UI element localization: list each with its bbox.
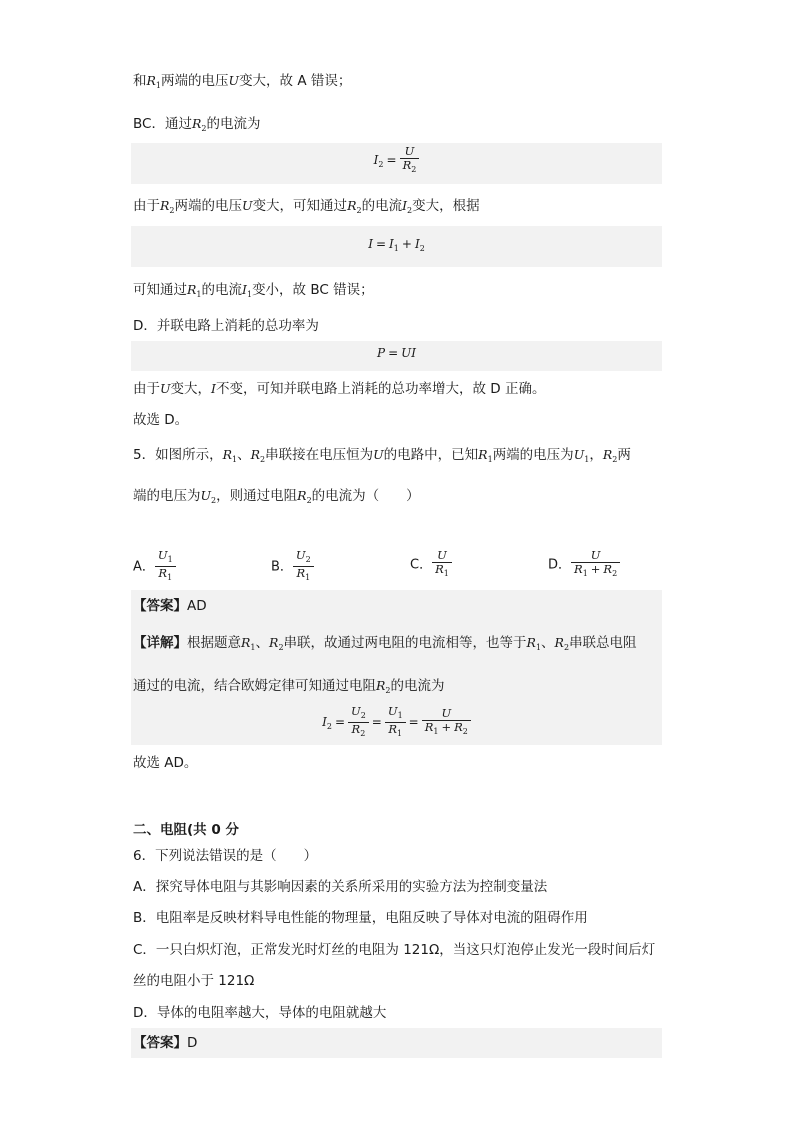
- var-R1: $R_1$: [146, 73, 162, 90]
- option-b: B． $\frac{U_2}{R_1}$: [271, 549, 314, 584]
- q6-option-d: D．导体的电阻率越大，导体的电阻就越大: [133, 1005, 387, 1021]
- equation-sum: $I = I_1 + I_2$: [368, 237, 425, 253]
- equation-power: P = UI: [377, 346, 416, 360]
- q6-option-a: A．探究导体电阻与其影响因素的关系所采用的实验方法为控制变量法: [133, 879, 548, 895]
- select-5: 故选 AD。: [133, 755, 198, 771]
- text-line: 可知通过$R_1$的电流$I_1$变小，故 BC 错误；: [133, 282, 374, 299]
- option-c: C． $\frac{U}{R_1}$: [410, 549, 452, 580]
- text-line: 由于$R_2$两端的电压U变大，可知通过$R_2$的电流$I_2$变大，根据: [133, 198, 480, 215]
- answer-5: 【答案】AD: [133, 598, 207, 614]
- text-line: 和$R_1$两端的电压U变大，故 A 错误；: [133, 73, 352, 90]
- equation-detail: $I_2$ = $\frac{U_2}{R_2}$ = $\frac{U_1}{R_1}$ = $\frac{U}{R_1 + R_2}$: [131, 705, 662, 740]
- text-line: D．并联电路上消耗的总功率为: [133, 318, 319, 334]
- q6-option-c-line1: C．一只白炽灯泡，正常发光时灯丝的电阻为 121Ω，当这只灯泡停止发光一段时间后灯: [133, 942, 656, 958]
- question-6: 6．下列说法错误的是（ ）: [133, 848, 318, 864]
- text-line: 故选 D。: [133, 412, 189, 428]
- section-heading: 二、电阻(共 0 分: [133, 822, 239, 838]
- var-U: U: [228, 73, 240, 88]
- question-5-line1: 5．如图所示，$R_1$、$R_2$串联接在电压恒为U的电路中，已知$R_1$两端的电压为$U_1$，$R_2$两: [133, 447, 631, 464]
- text-line: 由于U变大，I不变，可知并联电路上消耗的总功率增大，故 D 正确。: [133, 381, 546, 397]
- detail-line2: 通过的电流，结合欧姆定律可知通过电阻$R_2$的电流为: [133, 678, 445, 695]
- equation-i2: $I_2$ = $\frac{U}{R_2}$: [131, 145, 662, 176]
- var-R2: $R_2$: [191, 116, 207, 133]
- q6-option-b: B．电阻率是反映材料导电性能的物理量，电阻反映了导体对电流的阻碍作用: [133, 910, 588, 926]
- question-5-line2: 端的电压为$U_2$，则通过电阻$R_2$的电流为（ ）: [133, 488, 420, 505]
- detail-line1: 【详解】根据题意$R_1$、$R_2$串联，故通过两电阻的电流相等，也等于$R_1$、$R_2$串联总电阻: [133, 635, 637, 652]
- answer-6: 【答案】D: [133, 1035, 198, 1051]
- q6-option-c-line2: 丝的电阻小于 121Ω: [133, 973, 255, 989]
- text-line: BC．通过$R_2$的电流为: [133, 116, 261, 133]
- answer-block: [131, 1028, 662, 1058]
- option-a: A． $\frac{U_1}{R_1}$: [133, 549, 176, 584]
- option-d: D． $\frac{U}{R_1 + R_2}$: [548, 549, 620, 580]
